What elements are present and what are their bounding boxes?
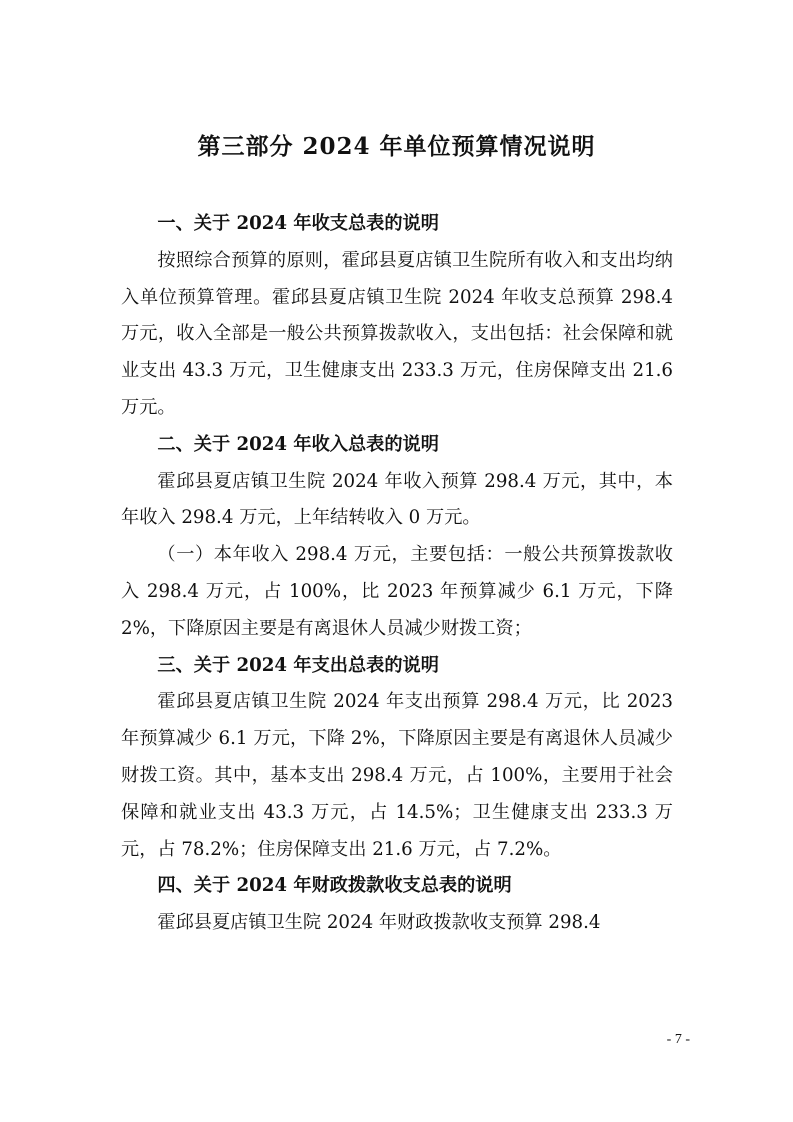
section-3-heading: 三、关于 2024 年支出总表的说明 [157, 654, 439, 676]
page-number: - 7 - [666, 1032, 690, 1047]
section-4-paragraph: 霍邱县夏店镇卫生院 2024 年财政拨款收支预算 298.4 [157, 912, 601, 934]
document-body [121, 206, 673, 942]
page-title: 第三部分 2024 年单位预算情况说明 [197, 133, 596, 160]
section-3-paragraph: 霍邱县夏店镇卫生院 2024 年支出预算 298.4 万元，比 2023 年预算减少 6.1 万元，下降 2%，下降原因主要是有离退休人员减少财拨工资。其中，基本支出 298.4 万元，占 100%，主要用于社会保障和就业支出 43.3 万元，占 14.5%；卫生健康支出 233.3 万元，占 78.2%；住房保障支出 21.6 万元，占 7.2%。 [121, 691, 673, 860]
section-1-heading: 一、关于 2024 年收支总表的说明 [157, 213, 439, 234]
section-2-paragraph-2: （一）本年收入 298.4 万元，主要包括：一般公共预算拨款收入 298.4 万元，占 100%，比 2023 年预算减少 6.1 万元，下降 2%，下降原因主要是有离退休人员减少财拨工资； [121, 544, 673, 639]
section-4-heading: 四、关于 2024 年财政拨款收支总表的说明 [157, 875, 512, 897]
section-1-paragraph: 按照综合预算的原则，霍邱县夏店镇卫生院所有收入和支出均纳入单位预算管理。霍邱县夏店镇卫生院 2024 年收支总预算 298.4 万元，收入全部是一般公共预算拨款收入，支出包括：社会保障和就业支出 43.3 万元，卫生健康支出 233.3 万元，住房保障支出 21.6 万元。 [121, 249, 673, 418]
section-2-heading: 二、关于 2024 年收入总表的说明 [157, 433, 439, 455]
section-2-paragraph-1: 霍邱县夏店镇卫生院 2024 年收入预算 298.4 万元，其中，本年收入 298.4 万元，上年结转收入 0 万元。 [121, 470, 673, 529]
